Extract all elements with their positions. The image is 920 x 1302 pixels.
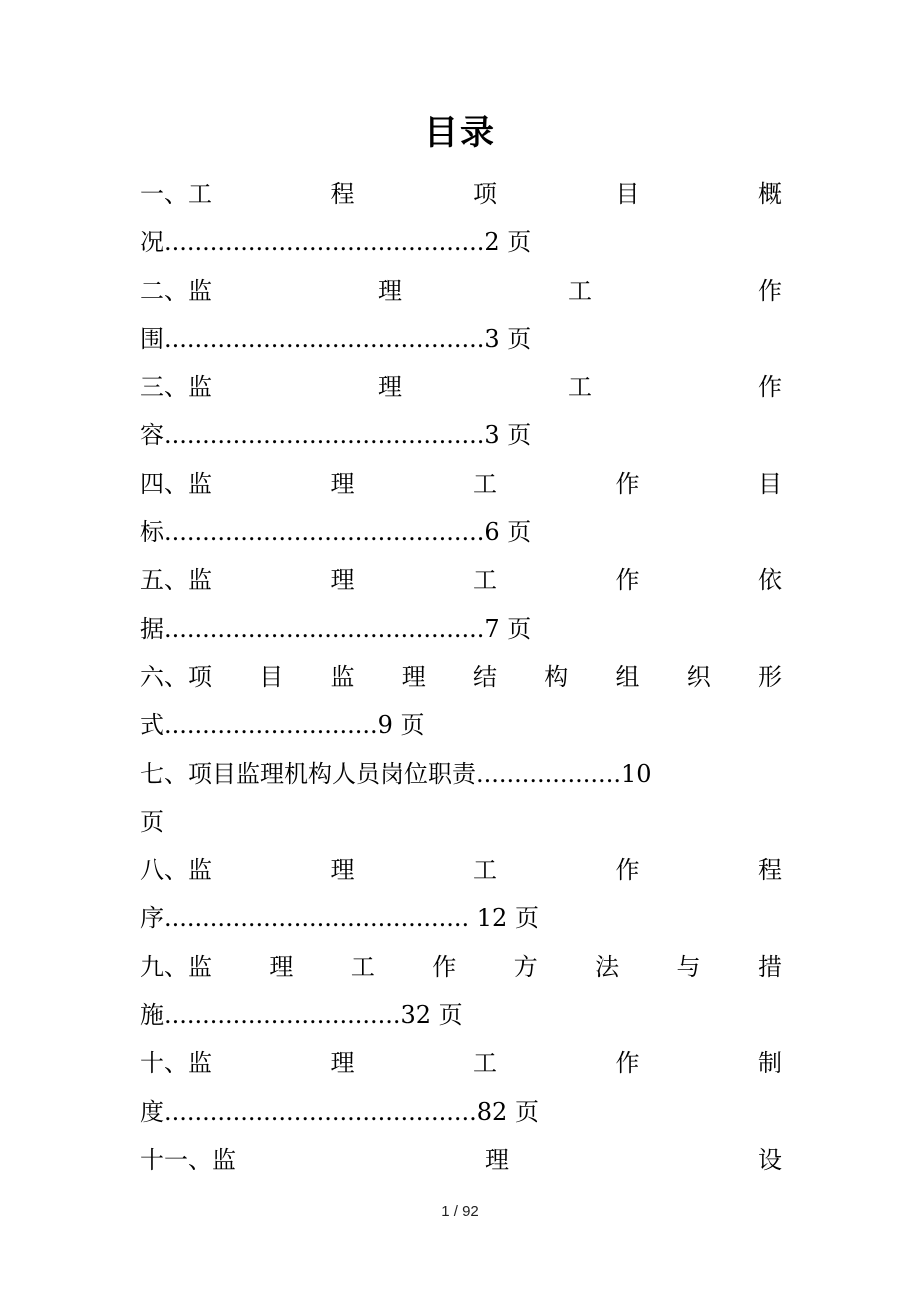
toc-text: 九、监 [140,952,212,981]
toc-text: 结 [473,662,497,691]
toc-entry-1[interactable] [140,170,782,218]
toc-text: 作 [758,276,782,305]
toc-text: 理 [378,373,402,402]
toc-text: 五、监 [140,566,212,595]
toc-text: 作 [615,1049,640,1078]
toc-text: 理 [330,566,355,595]
toc-text: 设 [758,1145,782,1174]
toc-text: 组 [615,662,640,691]
toc-text: 工 [350,952,375,981]
toc-text: 工 [473,566,497,595]
toc-entry-5[interactable] [140,556,782,604]
toc-entry-3-cont[interactable]: 容..........................................3 页 [140,421,532,450]
toc-text: 工 [473,856,497,885]
toc-text: 织 [686,662,711,691]
toc-text: 作 [615,469,640,498]
toc-text: 十、监 [140,1049,212,1078]
toc-text: 目 [615,180,640,208]
toc-text: 工 [473,469,497,498]
toc-text: 作 [615,856,640,885]
toc-entry-8[interactable] [140,846,782,894]
toc-entry-2[interactable] [140,267,782,315]
toc-entry-7-cont[interactable]: 页 [140,807,164,836]
toc-text: 措 [757,952,782,981]
toc-text: 十一、监 [140,1145,236,1174]
toc-entry-10[interactable] [140,1039,782,1087]
toc-text: 项 [473,180,497,208]
toc-text: 法 [595,952,620,981]
toc-text: 三、监 [140,373,212,402]
toc-text: 二、监 [140,276,212,305]
toc-text: 监 [330,662,355,691]
toc-entry-4-cont[interactable]: 标..........................................6 页 [140,518,532,547]
toc-text: 六、项 [140,662,212,691]
toc-text: 理 [269,952,294,981]
toc-text: 理 [330,469,355,498]
toc-entry-10-cont[interactable]: 度.........................................82 页 [140,1097,539,1126]
toc-text: 工 [473,1049,497,1078]
toc-text: 工 [568,373,592,402]
toc-text: 形 [758,662,782,691]
toc-entry-5-cont[interactable]: 据..........................................7 页 [140,614,532,643]
toc-entry-11[interactable] [140,1136,782,1184]
toc-text: 方 [513,952,538,981]
toc-text: 理 [378,276,402,305]
toc-text: 目 [758,469,782,498]
page-title: 目录 [424,113,496,153]
toc-entry-9[interactable] [140,943,782,991]
toc-text: 作 [758,373,782,402]
toc-text: 依 [758,566,782,595]
toc-text: 概 [758,180,782,208]
toc-entry-8-cont[interactable]: 序........................................ 12 页 [140,904,539,933]
toc-text: 理 [401,662,426,691]
toc-entry-3[interactable] [140,363,782,411]
toc-text: 一、工 [140,180,212,208]
toc-text: 作 [432,952,457,981]
toc-text: 八、监 [140,856,212,885]
toc-entry-6-cont[interactable]: 式............................9 页 [140,711,425,740]
toc-text: 构 [544,662,569,691]
toc-text: 与 [676,952,701,981]
toc-entry-6[interactable] [140,653,782,701]
toc-text: 理 [330,856,355,885]
toc-text: 理 [485,1145,509,1174]
toc-text: 工 [568,276,592,305]
toc-entry-1-cont[interactable]: 况..........................................2 页 [140,228,532,257]
toc-entry-7[interactable]: 七、项目监理机构人员岗位职责...................10 [140,759,652,788]
toc-text: 程 [758,856,782,885]
toc-entry-9-cont[interactable]: 施...............................32 页 [140,1001,463,1030]
toc-text: 目 [259,662,284,691]
toc-text: 理 [330,1049,355,1078]
toc-entry-2-cont[interactable]: 围..........................................3 页 [140,324,532,353]
toc-text: 作 [615,566,640,595]
toc-entry-4[interactable] [140,460,782,508]
page-indicator: 1 / 92 [441,1203,479,1220]
toc-text: 四、监 [140,469,212,498]
toc-text: 制 [758,1049,782,1078]
table-of-contents [140,170,782,1184]
toc-text: 程 [330,180,355,208]
